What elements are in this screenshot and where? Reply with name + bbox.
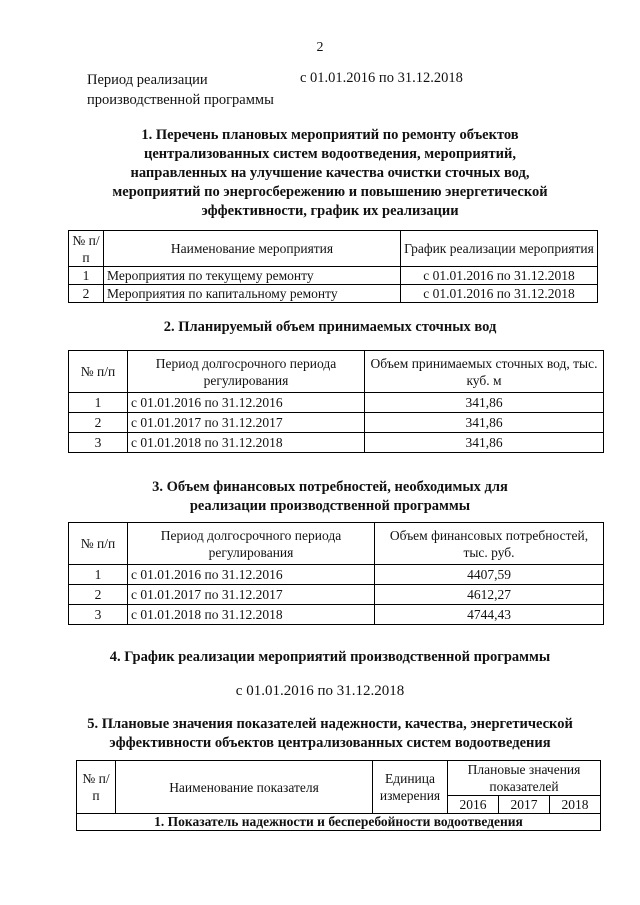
row-num: 2 [69,413,128,433]
col-finance-header: Объем финансовых потребностей, тыс. руб. [375,523,604,565]
section5-title-line: эффективности объектов централизованных систем водоотведения [109,735,551,751]
row-num: 1 [69,267,104,285]
col-unit-header: Единица измерения [373,761,448,814]
section3-title-line: реализации производственной программы [189,498,471,514]
table-header-row [77,761,601,796]
table-row [69,267,598,285]
row-name: Мероприятия по капитальному ремонту [104,285,401,303]
row-schedule: с 01.01.2016 по 31.12.2018 [401,267,598,285]
col-planned-header: Плановые значения показателей [448,761,601,796]
period-value: с 01.01.2016 по 31.12.2018 [300,70,463,86]
table-row [69,413,604,433]
section1-title-line: централизованных систем водоотведения, мероприятий, [144,146,516,162]
table-row [69,565,604,585]
row-value: 4744,43 [375,605,604,625]
section2-title: 2. Планируемый объем принимаемых сточных вод [163,319,497,335]
section4-title: 4. График реализации мероприятий производственной программы [109,649,551,665]
row-period: с 01.01.2017 по 31.12.2017 [128,585,375,605]
row-period: с 01.01.2018 по 31.12.2018 [128,433,365,453]
row-num: 2 [69,285,104,303]
col-num-header: № п/п [69,523,128,565]
table-header-row [69,351,604,393]
row-num: 3 [69,433,128,453]
section2-table [68,350,604,453]
col-volume-header: Объем принимаемых сточных вод, тыс. куб. м [365,351,604,393]
row-period: с 01.01.2017 по 31.12.2017 [128,413,365,433]
page-number: 2 [316,40,324,55]
col-schedule-header: График реализации мероприятия [401,231,598,267]
col-name-header: Наименование показателя [116,761,373,814]
row-value: 341,86 [365,413,604,433]
row-period: с 01.01.2016 по 31.12.2016 [128,393,365,413]
section5-title-line: 5. Плановые значения показателей надежности, качества, энергетической [87,716,573,732]
row-name: Мероприятия по текущему ремонту [104,267,401,285]
col-num-header: № п/п [77,761,116,814]
row-period: с 01.01.2016 по 31.12.2016 [128,565,375,585]
period-label [87,70,307,110]
row-schedule: с 01.01.2016 по 31.12.2018 [401,285,598,303]
section5-table [76,760,601,831]
section3-table [68,522,604,625]
table-row [69,433,604,453]
section1-title-line: направленных на улучшение качества очистки сточных вод, [130,165,530,181]
group-row: 1. Показатель надежности и бесперебойности водоотведения [77,814,601,831]
col-year-header: 2018 [550,796,601,814]
row-value: 4612,27 [375,585,604,605]
col-name-header: Наименование мероприятия [104,231,401,267]
section5-title [40,715,620,753]
section1-table [68,230,598,303]
section1-title-line: мероприятий по энергосбережению и повышению энергетической [112,184,548,200]
period-label-line1: Период реализации [87,72,208,88]
table-row [69,393,604,413]
col-num-header: № п/п [69,231,104,267]
row-value: 341,86 [365,433,604,453]
section3-title-line: 3. Объем финансовых потребностей, необходимых для [152,479,508,495]
section1-title [70,126,590,221]
col-period-header: Период долгосрочного периода регулирования [128,523,375,565]
section1-title-line: эффективности, график их реализации [201,203,459,219]
row-period: с 01.01.2018 по 31.12.2018 [128,605,375,625]
table-row [69,585,604,605]
row-num: 3 [69,605,128,625]
row-num: 1 [69,565,128,585]
col-period-header: Период долгосрочного периода регулирования [128,351,365,393]
col-year-header: 2016 [448,796,499,814]
period-label-line2: производственной программы [87,92,274,108]
row-value: 341,86 [365,393,604,413]
row-value: 4407,59 [375,565,604,585]
table-header-row [69,231,598,267]
table-row [69,285,598,303]
table-row [77,814,601,831]
col-num-header: № п/п [69,351,128,393]
col-year-header: 2017 [499,796,550,814]
section1-title-line: 1. Перечень плановых мероприятий по ремонту объектов [141,127,519,143]
table-header-row [69,523,604,565]
table-row [69,605,604,625]
section4-subtitle: с 01.01.2016 по 31.12.2018 [235,683,405,699]
section3-title [70,478,590,516]
row-num: 1 [69,393,128,413]
row-num: 2 [69,585,128,605]
